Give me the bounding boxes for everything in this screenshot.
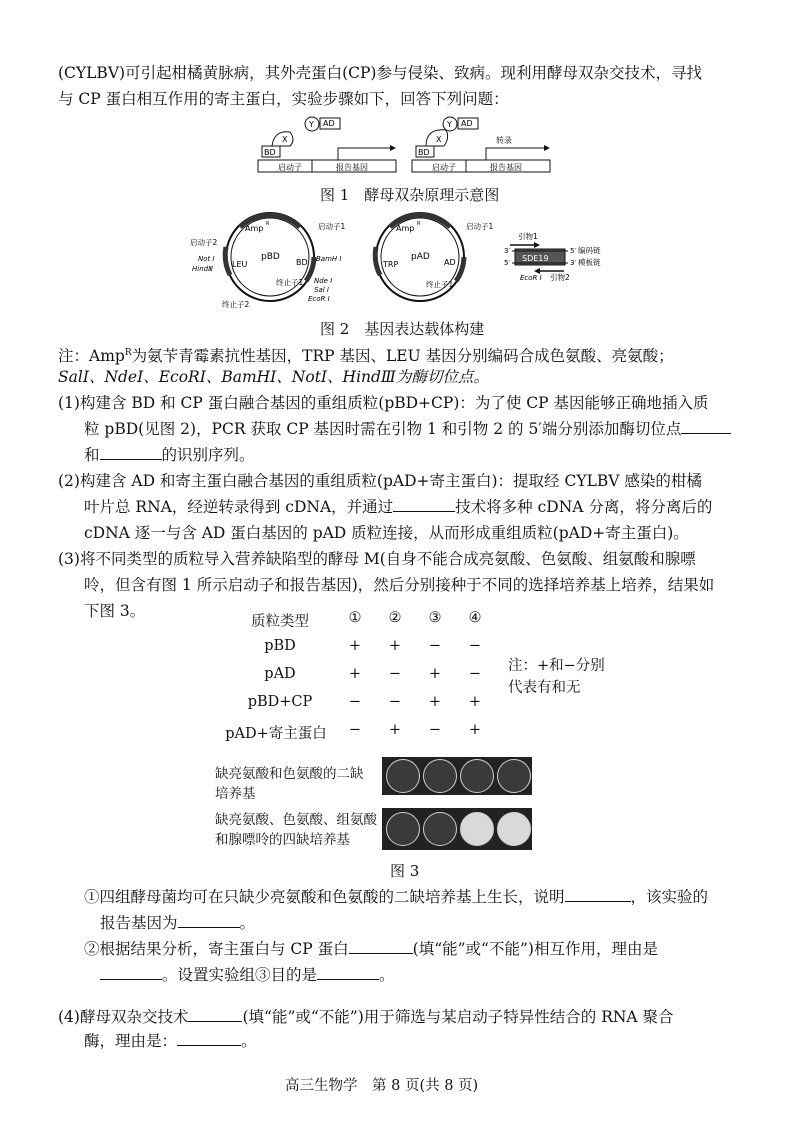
table-row-1-label: pBD [264, 638, 296, 654]
fig2-ampr-pad: Amp [396, 224, 415, 233]
fig2-3prime-bottom: 3′ [570, 259, 577, 267]
table-cell: − [348, 694, 362, 710]
table-row-3-label: pBD+CP [247, 694, 313, 710]
fig1-promoter-right: 启动子 [432, 163, 456, 172]
dish [386, 759, 420, 793]
fig1-bd-left: BD [264, 148, 276, 157]
fig1-transcription: 转录 [496, 136, 512, 145]
fig2-ad-label: AD [444, 258, 456, 267]
table-header-col1: ① [348, 610, 362, 626]
dish [386, 812, 420, 846]
dish [423, 812, 457, 846]
q3b-blank-1[interactable] [349, 939, 413, 954]
table-header-col2: ② [388, 610, 402, 626]
fig2-coding-strand: 编码链 [578, 246, 601, 255]
q2-line-3: cDNA 逐一与含 AD 蛋白基因的 pAD 质粒连接，从而形成重组质粒(pAD+寄主蛋白)。 [84, 524, 689, 542]
fig2-leu: LEU [232, 260, 248, 269]
q4-blank-2[interactable] [177, 1031, 241, 1046]
note-line-1: 注：Amp$^R$为氨苄青霉素抗性基因，TRP 基因、LEU 基因分别编码合成色氨酸、亮氨酸； [58, 347, 674, 366]
dish [497, 759, 531, 793]
table-note-1: 注：+和−分别 [508, 658, 605, 674]
q3b-line-2: 。设置实验组③目的是 。 [100, 964, 395, 986]
q2-line-2: 叶片总 RNA，经逆转录得到 cDNA，并通过 技术将多种 cDNA 分离，将分离后的 [84, 498, 713, 516]
fig2-primer2: 引物2 [550, 273, 570, 282]
fig1-y-left: Y [309, 120, 314, 129]
fig2-gene-label: SDE19 [522, 254, 549, 263]
fig2-promoter1-pad: 启动子1 [466, 222, 494, 231]
fig2-5prime-bottom: 5′ [504, 259, 511, 267]
q3-line-2: 呤，但含有图 1 所示启动子和报告基因)，然后分别接种于不同的选择培养基上培养，结果如 [84, 576, 715, 594]
fig1-y-right: Y [447, 120, 452, 129]
q4-line-2: 酶，理由是： 。 [84, 1032, 257, 1050]
q2-line-1: (2)构建含 AD 和寄主蛋白融合基因的重组质粒(pAD+寄主蛋白)：提取经 CYLBV 感染的柑橘 [58, 472, 702, 490]
fig2-bam-site: BamH Ⅰ [316, 255, 342, 263]
table-header-label: 质粒类型 [251, 614, 309, 630]
fig2-primer1: 引物1 [518, 232, 538, 241]
table-header-col4: ④ [468, 610, 482, 626]
table-cell: + [428, 694, 442, 710]
figure-2-caption: 图 2 基因表达载体构建 [320, 320, 485, 338]
q3b-blank-3[interactable] [317, 965, 379, 980]
table-cell: − [428, 638, 442, 654]
plate-photo-1 [382, 757, 532, 795]
intro-line-1: (CYLBV)可引起柑橘黄脉病，其外壳蛋白(CP)参与侵染、致病。现利用酵母双杂交技术，寻找 [58, 64, 702, 82]
q1-line-2: 粒 pBD(见图 2)，PCR 获取 CP 基因时需在引物 1 和引物 2 的 5′端分别添加酶切位点 [84, 418, 731, 440]
q3b-line-1: ②根据结果分析，寄主蛋白与 CP 蛋白 (填“能”或“不能”)相互作用，理由是 [84, 940, 658, 958]
table-cell: + [348, 638, 362, 654]
q1-line-3: 和 的识别序列。 [84, 446, 255, 464]
plate-label-2b: 和腺嘌呤的四缺培养基 [215, 832, 350, 848]
fig2-terminator2: 终止子2 [222, 300, 250, 309]
table-cell: − [348, 722, 362, 738]
q3a-blank-1[interactable] [565, 887, 631, 902]
q3a-line-1: ①四组酵母菌均可在只缺少亮氨酸和色氨酸的二缺培养基上生长，说明 ，该实验的 [84, 888, 709, 906]
plasmid-table [225, 610, 650, 760]
page-footer: 高三生物学 第 8 页(共 8 页) [285, 1078, 479, 1094]
table-cell: + [428, 666, 442, 682]
fig2-terminator1-pbd: 终止子1 [276, 278, 304, 287]
fig2-3prime-top: 3′ [504, 247, 511, 255]
fig1-x-right: X [436, 135, 442, 144]
q4-blank-1[interactable] [188, 1007, 242, 1022]
figure-1-caption: 图 1 酵母双杂原理示意图 [320, 186, 500, 204]
plate-photo-2 [382, 808, 532, 850]
fig2-pad-label: pAD [411, 252, 430, 262]
table-cell: + [348, 666, 362, 682]
fig2-ampr-pbd: Amp [245, 224, 264, 233]
fig2-ampr-sup-pbd: R [266, 221, 270, 227]
q4-line-1: (4)酵母双杂交技术 (填“能”或“不能”)用于筛选与某启动子特异性结合的 RNA 聚合 [58, 1008, 674, 1026]
q1-blank-2[interactable] [100, 445, 162, 460]
table-cell: − [468, 638, 482, 654]
q3-line-3: 下图 3。 [84, 602, 146, 620]
fig2-nde-site: Nde Ⅰ [314, 277, 333, 285]
q1-blank-1[interactable] [681, 419, 731, 434]
q1-line-1: (1)构建含 BD 和 CP 蛋白融合基因的重组质粒(pBD+CP)：为了使 CP 基因能够正确地插入质 [58, 394, 709, 412]
q3a-line-2: 报告基因为 。 [100, 914, 256, 932]
fig2-terminator1-pad: 终止子1 [426, 280, 454, 289]
fig2-trp: TRP [383, 260, 399, 269]
fig2-not-site: Not Ⅰ [198, 255, 215, 263]
table-note-2: 代表有和无 [508, 680, 581, 696]
fig1-reporter-right: 报告基因 [490, 163, 522, 172]
table-row-2-label: pAD [264, 666, 296, 682]
figure-3-caption: 图 3 [390, 862, 420, 880]
fig2-bd-label: BD [296, 258, 308, 267]
fig2-eco-site-gene: EcoR Ⅰ [520, 274, 542, 282]
table-cell: + [388, 638, 402, 654]
figure-2-diagram [190, 207, 620, 312]
fig2-promoter1-pbd: 启动子1 [318, 222, 346, 231]
table-cell: − [388, 666, 402, 682]
q3a-blank-2[interactable] [178, 913, 240, 928]
table-cell: + [388, 722, 402, 738]
plate-label-1b: 培养基 [215, 786, 256, 802]
dish [497, 812, 531, 846]
note-line-2: SalⅠ、NdeⅠ、EcoRⅠ、BamHⅠ、NotⅠ、HindⅢ为酶切位点。 [58, 368, 489, 386]
table-header-col3: ③ [428, 610, 442, 626]
fig1-ad-right: AD [461, 119, 473, 128]
plate-label-1a: 缺亮氨酸和色氨酸的二缺 [215, 766, 364, 782]
q3b-blank-2[interactable] [100, 965, 162, 980]
fig1-promoter-left: 启动子 [278, 163, 302, 172]
table-row-4-label: pAD+寄主蛋白 [225, 726, 327, 742]
figure-1-diagram [250, 112, 560, 178]
q2-blank[interactable] [393, 497, 455, 512]
fig2-eco-site-pbd: EcoR Ⅰ [308, 295, 330, 303]
table-cell: + [468, 722, 482, 738]
fig2-ampr-sup-pad: R [417, 221, 421, 227]
fig2-pbd-label: pBD [261, 252, 280, 262]
table-cell: + [468, 694, 482, 710]
fig1-bd-right: BD [418, 148, 430, 157]
table-cell: − [388, 694, 402, 710]
fig2-template-strand: 模板链 [578, 258, 601, 267]
fig2-hind-site: HindⅢ [192, 265, 213, 273]
fig1-ad-left: AD [323, 119, 335, 128]
table-cell: − [468, 666, 482, 682]
dish [423, 759, 457, 793]
fig1-x-left: X [282, 135, 288, 144]
dish [460, 812, 494, 846]
fig2-5prime-top: 5′ [570, 247, 577, 255]
fig2-promoter2: 启动子2 [190, 238, 218, 247]
table-cell: − [428, 722, 442, 738]
q3-line-1: (3)将不同类型的质粒导入营养缺陷型的酵母 M(自身不能合成亮氨酸、色氨酸、组氨酸和腺嘌 [58, 550, 696, 568]
plate-label-2a: 缺亮氨酸、色氨酸、组氨酸 [215, 812, 377, 828]
intro-line-2: 与 CP 蛋白相互作用的寄主蛋白，实验步骤如下，回答下列问题： [58, 90, 509, 108]
fig2-sal-site: Sal Ⅰ [314, 286, 329, 294]
fig1-reporter-left: 报告基因 [336, 163, 368, 172]
dish [460, 759, 494, 793]
